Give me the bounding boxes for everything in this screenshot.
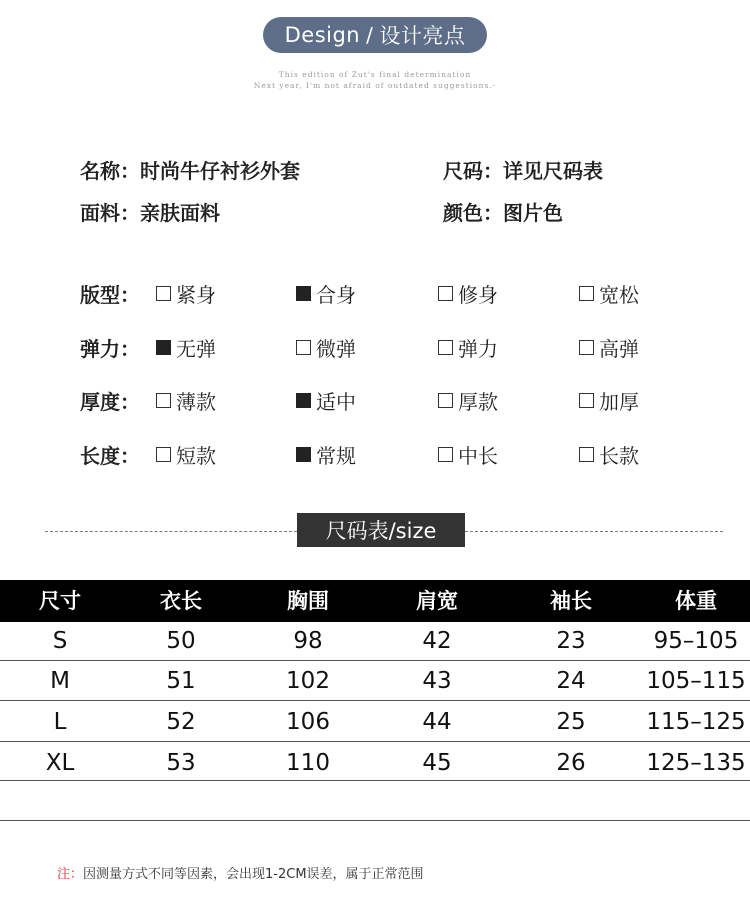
design-title-pill: [263, 17, 487, 53]
attr-option-text: 薄款: [176, 390, 216, 414]
info-color: [443, 197, 563, 226]
table-cell: 43: [422, 668, 452, 694]
attr-option-text: 修身: [458, 283, 498, 307]
attr-option-text: 常规: [316, 444, 356, 468]
info-color-label: 颜色：: [443, 201, 503, 225]
table-cell: 52: [166, 709, 196, 735]
table-header-cell: 袖长: [550, 589, 592, 613]
attr-fit-option: [438, 279, 498, 308]
table-header-cell: 尺寸: [39, 589, 81, 613]
attr-fit-label: 版型：: [80, 283, 140, 307]
table-cell: 115–125: [646, 709, 746, 735]
table-header-cell: 衣长: [160, 589, 202, 613]
attr-thickness-option: [156, 386, 216, 415]
attr-option-text: 合身: [316, 283, 356, 307]
attr-thickness-option: [438, 386, 498, 415]
attr-length-option: [156, 440, 216, 469]
table-cell: 24: [556, 668, 586, 694]
table-cell: 45: [422, 750, 452, 776]
table-cell: 102: [286, 668, 330, 694]
attr-fit-option: [296, 279, 356, 308]
table-cell: 106: [286, 709, 330, 735]
table-cell: 25: [556, 709, 586, 735]
attr-option-text: 短款: [176, 444, 216, 468]
checkbox: [438, 393, 453, 408]
attr-fit-option: [579, 279, 639, 308]
note-prefix: 注：: [57, 867, 84, 882]
info-color-value: 图片色: [503, 201, 563, 225]
checkbox: [296, 340, 311, 355]
table-cell: 23: [556, 628, 586, 654]
table-header-cell: 体重: [675, 589, 717, 613]
info-size-label: 尺码：: [443, 159, 503, 183]
table-cell: 110: [286, 750, 330, 776]
attr-thickness-option: [296, 386, 356, 415]
note-text: 因测量方式不同等因素，会出现1-2CM误差，属于正常范围: [83, 867, 424, 882]
attr-elasticity-option: [296, 333, 356, 362]
divider-right: [465, 531, 723, 532]
table-header-cell: 肩宽: [416, 589, 458, 613]
table-cell: S: [52, 628, 68, 654]
attr-fit-option: [156, 279, 216, 308]
table-cell: 51: [166, 668, 196, 694]
info-name: [80, 155, 300, 184]
checkbox: [579, 340, 594, 355]
attr-length-label: 长度：: [80, 444, 140, 468]
attr-elasticity-label: 弹力：: [80, 337, 140, 361]
checkbox: [579, 447, 594, 462]
table-cell: 105–115: [646, 668, 746, 694]
info-fabric-label: 面料：: [80, 201, 140, 225]
attr-option-text: 适中: [316, 390, 356, 414]
attr-option-text: 宽松: [599, 283, 639, 307]
table-row-divider: [0, 780, 750, 781]
table-row-divider: [0, 660, 750, 661]
attr-length-option: [296, 440, 356, 469]
checkbox: [438, 340, 453, 355]
table-cell: 53: [166, 750, 196, 776]
table-row-divider: [0, 741, 750, 742]
info-size-value: 详见尺码表: [503, 159, 603, 183]
attr-option-text: 厚款: [458, 390, 498, 414]
table-row-divider: [0, 700, 750, 701]
measurement-note: [57, 863, 424, 882]
attr-elasticity-option: [156, 333, 216, 362]
design-title-en: Design: [284, 23, 361, 47]
attr-option-text: 弹力: [458, 337, 498, 361]
info-fabric: [80, 197, 220, 226]
divider-left: [45, 531, 297, 532]
table-cell: 125–135: [646, 750, 746, 776]
info-name-value: 时尚牛仔衬衫外套: [140, 159, 300, 183]
table-header-cell: 胸围: [287, 589, 329, 613]
table-cell: 50: [166, 628, 196, 654]
checkbox: [579, 393, 594, 408]
checkbox: [296, 393, 311, 408]
attr-option-text: 无弹: [176, 337, 216, 361]
attr-option-text: 微弹: [316, 337, 356, 361]
checkbox: [156, 447, 171, 462]
info-fabric-value: 亲肤面料: [140, 201, 220, 225]
table-bottom-border: [0, 820, 750, 821]
attr-elasticity-option: [438, 333, 498, 362]
table-cell: 95–105: [653, 628, 739, 654]
checkbox: [156, 340, 171, 355]
design-title-cn: 设计亮点: [379, 24, 466, 48]
checkbox: [156, 286, 171, 301]
table-cell: 98: [293, 628, 323, 654]
info-size: [443, 155, 603, 184]
table-cell: 42: [422, 628, 452, 654]
table-cell: XL: [45, 750, 75, 776]
checkbox: [296, 286, 311, 301]
checkbox: [156, 393, 171, 408]
checkbox: [296, 447, 311, 462]
checkbox: [579, 286, 594, 301]
attr-option-text: 高弹: [599, 337, 639, 361]
attr-option-text: 加厚: [599, 390, 639, 414]
design-subline-1: This edition of Zut's final determination: [278, 70, 472, 79]
attr-thickness-option: [579, 386, 639, 415]
attr-option-text: 长款: [599, 444, 639, 468]
attr-length-option: [579, 440, 639, 469]
attr-thickness-label: 厚度：: [80, 390, 140, 414]
checkbox: [438, 286, 453, 301]
attr-option-text: 中长: [458, 444, 498, 468]
size-chart-title: 尺码表/size: [297, 513, 465, 547]
checkbox: [438, 447, 453, 462]
table-cell: 44: [422, 709, 452, 735]
table-cell: L: [53, 709, 67, 735]
attr-option-text: 紧身: [176, 283, 216, 307]
table-cell: M: [50, 668, 70, 694]
attr-length-option: [438, 440, 498, 469]
design-subline-2: Next year, I'm not afraid of outdated suggestions.-: [253, 81, 497, 90]
table-cell: 26: [556, 750, 586, 776]
design-title-separator: /: [366, 23, 374, 47]
attr-elasticity-option: [579, 333, 639, 362]
info-name-label: 名称：: [80, 159, 140, 183]
